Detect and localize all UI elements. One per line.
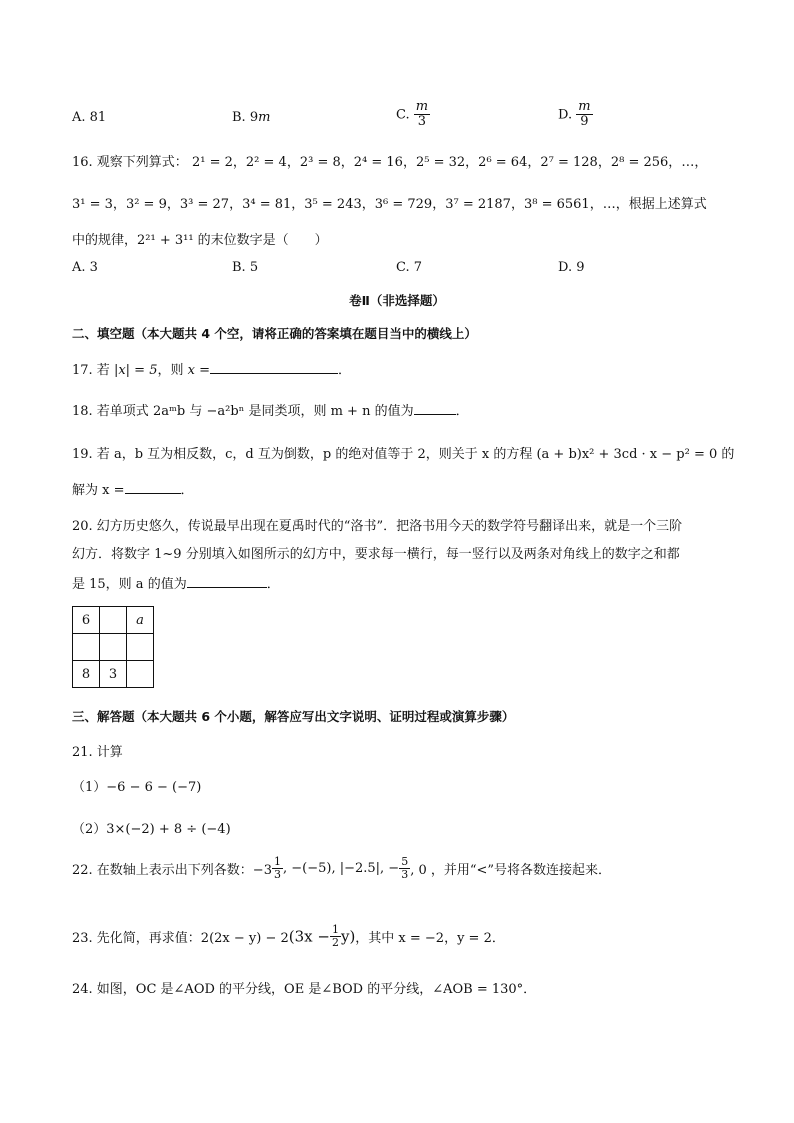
q16-option-c: C. 7 <box>396 260 423 275</box>
q19-answer-blank <box>125 481 181 494</box>
q21-title: 21. 计算 <box>72 745 123 760</box>
grid-cell <box>100 634 127 661</box>
grid-cell: a <box>127 607 154 634</box>
q23: 23. 先化简，再求值：2(2x − y) − 2(3x − $\frac{1}{2}$ y)，其中 x = −2，y = 2． <box>72 923 505 950</box>
section2-heading: 二、填空题（本大题共 4 个空，请将正确的答案填在题目当中的横线上） <box>72 326 477 341</box>
q16-option-b: B. 5 <box>232 260 259 275</box>
q15-option-b: B. 9m <box>232 110 271 125</box>
q22: 22. 在数轴上表示出下列各数：−3 $\frac{1}{3}$ , −(−5), |−2.5|, − $\frac{5}{3}$ , 0 ，并用“<”号将各数连接起来． <box>72 855 612 882</box>
grid-cell: 8 <box>73 661 100 688</box>
q18-answer-blank <box>414 402 456 415</box>
q20-line2: 幻方．将数字 1~9 分别填入如图所示的幻方中，要求每一横行，每一竖行以及两条对角线上的数字之和都 <box>72 547 680 562</box>
q19-line1: 19. 若 a，b 互为相反数，c，d 互为倒数，p 的绝对值等于 2，则关于 x 的方程 (a + b)x² + 3cd · x − p² = 0 的 <box>72 447 735 462</box>
q20-answer-blank <box>187 575 267 588</box>
grid-cell: 6 <box>73 607 100 634</box>
q16-option-a: A. 3 <box>72 260 98 275</box>
grid-row <box>73 607 154 634</box>
q17: 17. 若 |x| = 5，则 x = ． <box>72 363 352 378</box>
q19-line2: 解为 x = ． <box>72 483 194 498</box>
magic-square-grid <box>72 606 154 688</box>
q16-stem-line1: 16. 观察下列算式： 2¹ = 2，2² = 4，2³ = 8，2⁴ = 16，2⁵ = 32，2⁶ = 64，2⁷ = 128，2⁸ = 256，…， <box>72 155 708 170</box>
q18: 18. 若单项式 2aᵐb 与 −a²bⁿ 是同类项，则 m + n 的值为 ． <box>72 404 469 419</box>
grid-cell: 3 <box>100 661 127 688</box>
grid-cell <box>73 634 100 661</box>
q15-option-c: C. $\frac{m}{3}$ <box>396 99 429 130</box>
grid-row <box>73 634 154 661</box>
q15-option-c-fraction: $\frac{m}{3}$ <box>415 99 429 130</box>
section3-heading: 三、解答题（本大题共 6 个小题，解答应写出文字说明、证明过程或演算步骤） <box>72 709 515 724</box>
q15-option-d-fraction: $\frac{m}{9}$ <box>578 99 591 130</box>
q15-option-d: D. $\frac{m}{9}$ <box>558 99 591 130</box>
part2-title: 卷Ⅱ（非选择题） <box>349 293 445 308</box>
q15-option-a: A. 81 <box>72 110 107 125</box>
q17-answer-blank <box>210 361 338 374</box>
q16-stem-line3: 中的规律，2²¹ + 3¹¹ 的末位数字是（ ） <box>72 233 328 248</box>
grid-cell <box>100 607 127 634</box>
q21-part2: （2）3×(−2) + 8 ÷ (−4) <box>72 822 231 837</box>
grid-cell <box>127 634 154 661</box>
grid-row <box>73 661 154 688</box>
q20-line1: 20. 幻方历史悠久，传说最早出现在夏禹时代的“洛书”．把洛书用今天的数学符号翻译出来，就是一个三阶 <box>72 519 683 534</box>
q21-part1: （1）−6 − 6 − (−7) <box>72 780 202 795</box>
grid-cell <box>127 661 154 688</box>
q20-line3: 是 15，则 a 的值为 ． <box>72 577 280 592</box>
q16-option-d: D. 9 <box>558 260 585 275</box>
q24: 24. 如图，OC 是∠AOD 的平分线，OE 是∠BOD 的平分线，∠AOB = 130°． <box>72 982 537 997</box>
q16-stem-line2: 3¹ = 3，3² = 9，3³ = 27，3⁴ = 81，3⁵ = 243，3⁶ = 729，3⁷ = 2187，3⁸ = 6561，…，根据上述算式 <box>72 197 707 212</box>
